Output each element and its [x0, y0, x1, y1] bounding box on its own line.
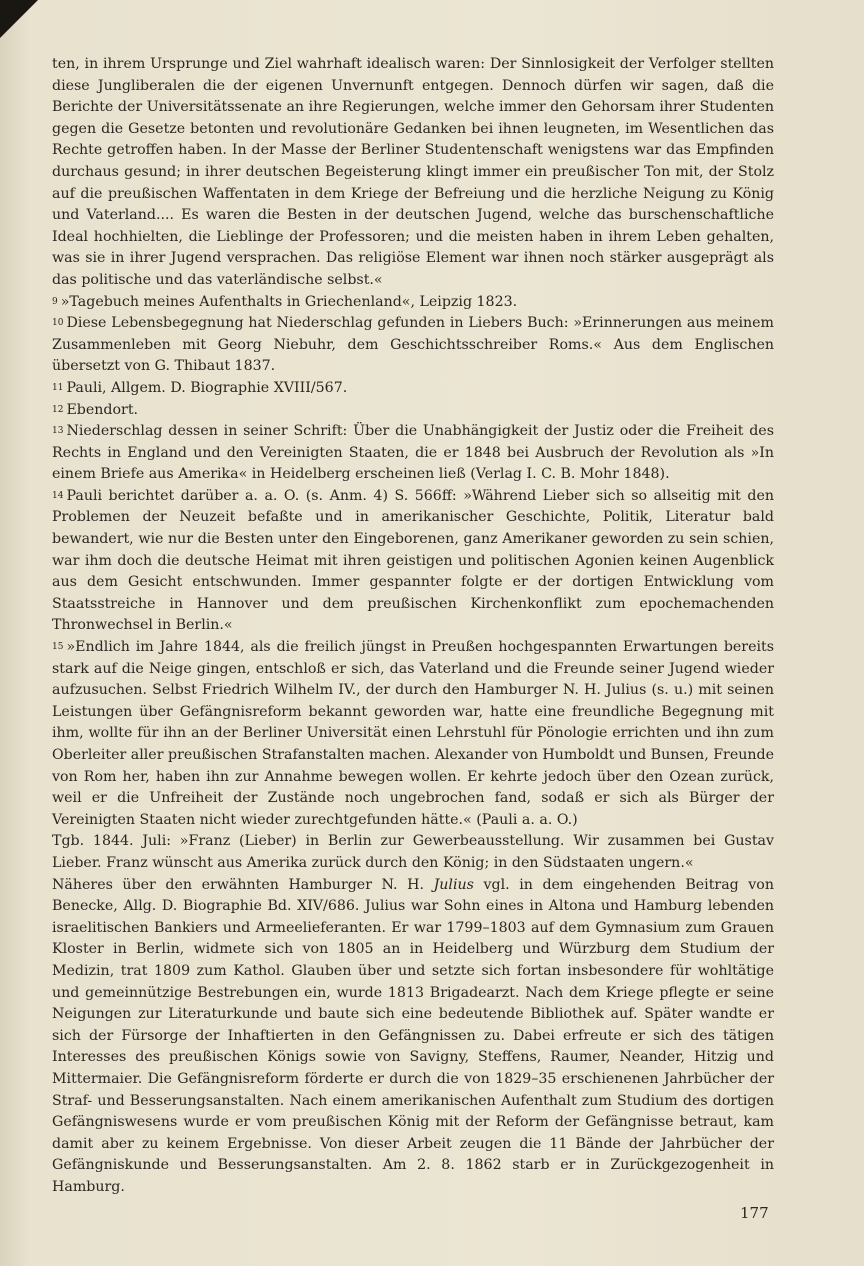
footnote-text: Pauli, Allgem. D. Biographie XVIII/567.: [66, 379, 348, 396]
footnote-number: 13: [52, 426, 64, 437]
footnote-9: [52, 292, 774, 314]
footnote-text: Niederschlag dessen in seiner Schrift: Über die Unabhängigkeit der Justiz oder die Freiheit des Rechts in England und den Vereinigten Staaten, die er 1848 bei Ausbruch der Revolution als »In einem Briefe aus Amerika« in Heidelberg erscheinen ließ (Verlag I. C. B. Mohr 1848).: [52, 423, 774, 483]
footnote-number: 14: [52, 490, 64, 501]
footnote-13: [52, 421, 774, 486]
footnote-number: 9: [52, 296, 58, 307]
footnote-10: [52, 313, 774, 378]
paragraph-continuation: ten, in ihrem Ursprunge und Ziel wahrhaft idealisch waren: Der Sinnlosigkeit der Verfolger stellten diese Jungliberalen die der eigenen Unvernunft entgegen. Dennoch dürfen wir sagen, daß die Berichte der Universitätssenate an ihre Regierungen, welche immer den Gehorsam ihrer Studenten gegen die Gesetze betonten und revolutionäre Gedanken bei ihnen leugneten, im Wesentlichen das Rechte getroffen haben. In der Masse der Berliner Studentenschaft wenigstens war das Empfinden durchaus gesund; in ihrer deutschen Begeisterung klingt immer ein preußischer Ton mit, der Stolz auf die preußischen Waffentaten in dem Kriege der Befreiung und die herzliche Neigung zu König und Vaterland.... Es waren die Besten in der deutschen Jugend, welche das burschenschaftliche Ideal hochhielten, die Lieblinge der Professoren; und die meisten haben in ihrem Leben gehalten, was sie in ihrer Jugend versprachen. Das religiöse Element war ihnen noch stärker ausgeprägt als das politische und das vaterländische selbst.«: [52, 56, 774, 288]
footnote-text: Ebendort.: [66, 401, 139, 418]
paragraph-text: Näheres über den erwähnten Hamburger N. H.: [52, 876, 434, 893]
footnote-text: Diese Lebensbegegnung hat Niederschlag gefunden in Liebers Buch: »Erinnerungen aus meinem Zusammenleben mit Georg Niebuhr, dem Geschichtsschreiber Roms.« Aus dem Englischen übersetzt von G. Thibaut 1837.: [52, 315, 774, 375]
page-number: 177: [740, 1204, 769, 1222]
italic-name: Julius: [433, 876, 474, 893]
footnote-number: 11: [52, 382, 64, 393]
footnote-11: [52, 378, 774, 400]
footnote-text: »Endlich im Jahre 1844, als die freilich jüngst in Preußen hochgespannten Erwartungen bereits stark auf die Neige gingen, entschloß er sich, das Vaterland und die Freunde seiner Jugend wieder aufzusuchen. Selbst Friedrich Wilhelm IV., der durch den Hamburger N. H. Julius (s. u.) mit seinen Leistungen über Gefängnisreform bekannt geworden war, hatte eine freundliche Begegnung mit ihm, wollte für ihn an der Berliner Universität einen Lehrstuhl für Pönologie errichten und ihn zum Oberleiter aller preußischen Strafanstalten machen. Alexander von Humboldt und Bunsen, Freunde von Rom her, haben ihn zur Annahme bewegen wollen. Er kehrte jedoch über den Ozean zurück, weil er die Unfreiheit der Zustände noch ungebrochen fand, sodaß er sich als Bürger der Vereinigten Staaten nicht wieder zurechtgefunden hätte.« (Pauli a. a. O.): [52, 639, 774, 828]
paragraph-text: vgl. in dem eingehenden Beitrag von Benecke, Allg. D. Biographie Bd. XIV/686. Julius war Sohn eines in Altona und Hamburg lebenden israelitischen Bankiers und Armeelieferanten. Er war 1799–1803 auf dem Gymnasium zum Grauen Kloster in Berlin, widmete sich von 1805 an in Heidelberg und Würzburg dem Studium der Medizin, trat 1809 zum Kathol. Glauben über und setzte sich fortan insbesondere für wohltätige und gemeinnützige Bestrebungen ein, wurde 1813 Brigadearzt. Nach dem Kriege pflegte er seine Neigungen zur Literaturkunde und baute sich eine bedeutende Bibliothek auf. Später wandte er sich der Fürsorge der Inhaftierten in den Gefängnissen zu. Dabei erfreute er sich des tätigen Interesses des preußischen Königs sowie von Savigny, Steffens, Raumer, Neander, Hitzig und Mittermaier. Die Gefängnisreform förderte er durch die von 1829–35 erschienenen Jahrbücher der Straf- und Besserungsanstalten. Nach einem amerikanischen Aufenthalt zum Studium des dortigen Gefängniswesens wurde er vom preußischen König mit der Reform der Gefängnisse betraut, kam damit aber zu keinem Ergebnisse. Von dieser Arbeit zeugen die 11 Bände der Jahrbücher der Gefängniskunde und Besserungsanstalten. Am 2. 8. 1862 starb er in Zurückgezogenheit in Hamburg.: [52, 876, 774, 1195]
footnote-12: [52, 400, 774, 422]
page-corner-shadow: [0, 0, 38, 38]
footnote-text: »Tagebuch meines Aufenthalts in Griechenland«, Leipzig 1823.: [60, 293, 518, 310]
footnote-15: [52, 637, 774, 831]
footnote-14: [52, 486, 774, 637]
footnotes-text: [52, 54, 774, 1198]
diary-entry: Tgb. 1844. Juli: »Franz (Lieber) in Berlin zur Gewerbeausstellung. Wir zusammen bei Gustav Lieber. Franz wünscht aus Amerika zurück durch den König; in den Südstaaten ungern.«: [52, 833, 774, 871]
julius-paragraph: [52, 875, 774, 1199]
footnote-number: 15: [52, 642, 64, 653]
footnote-text: Pauli berichtet darüber a. a. O. (s. Anm. 4) S. 566ff: »Während Lieber sich so allseitig mit den Problemen der Neuzeit befaßte und in amerikanischer Geschichte, Politik, Literatur bald bewandert, wie nur die Besten unter den Eingeborenen, ganz Amerikaner geworden zu sein schien, war ihm doch die deutsche Heimat mit ihren geistigen und politischen Agonien keinen Augenblick aus dem Gesicht entschwunden. Immer gespannter folgte er der dortigen Entwicklung vom Staatsstreiche in Hannover und dem preußischen Kirchenkonflikt zum epochemachenden Thronwechsel in Berlin.«: [52, 487, 774, 634]
footnote-number: 12: [52, 404, 64, 415]
footnote-number: 10: [52, 318, 64, 329]
